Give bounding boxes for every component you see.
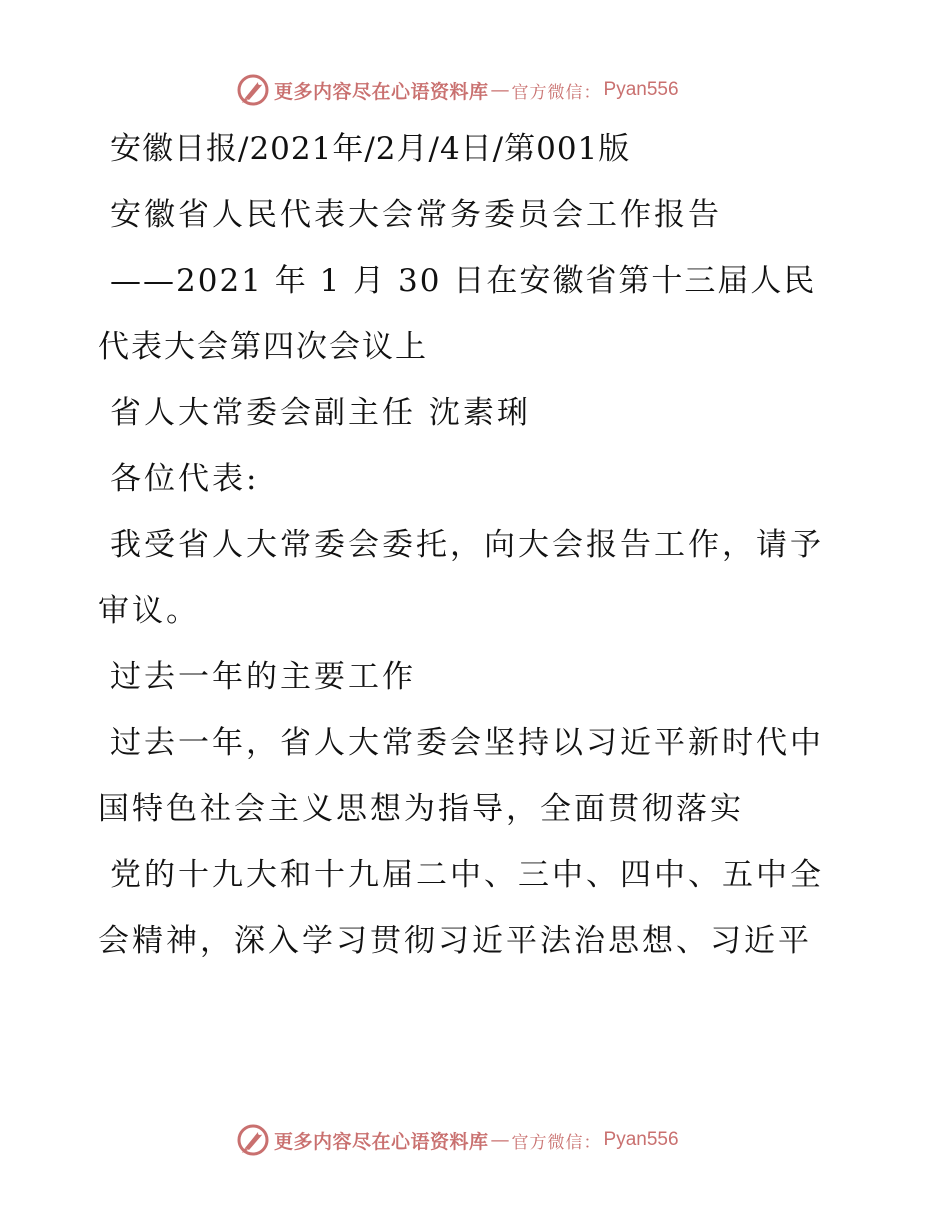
dateline: 安徽日报/2021年/2月/4日/第001版 bbox=[110, 131, 631, 167]
watermark-banner-top bbox=[236, 72, 679, 108]
salutation: 各位代表: bbox=[110, 461, 260, 497]
watermark-banner-bottom bbox=[236, 1122, 679, 1158]
body-paragraph-1: 过去一年，省人大常委会坚持以习近平新时代中国特色社会主义思想为指导，全面贯彻落实 bbox=[98, 725, 824, 827]
quill-pen-logo-icon bbox=[236, 1123, 270, 1157]
document-body bbox=[98, 116, 838, 974]
watermark-wechat-label: 官方微信： bbox=[511, 82, 602, 103]
watermark-dash: — bbox=[490, 79, 510, 101]
speaker-line: 省人大常委会副主任 沈素琍 bbox=[110, 395, 531, 431]
quill-pen-logo-icon bbox=[236, 73, 270, 107]
body-paragraph-2: 党的十九大和十九届二中、三中、四中、五中全会精神，深入学习贯彻习近平法治思想、习近平 bbox=[98, 857, 824, 959]
watermark-text: 更多内容尽在心语资料库 bbox=[274, 80, 489, 103]
watermark-dash: — bbox=[490, 1129, 510, 1151]
document-subtitle: ——2021 年 1 月 30 日在安徽省第十三届人民代表大会第四次会议上 bbox=[98, 263, 817, 365]
watermark-wechat-id: Pyan556 bbox=[603, 79, 679, 100]
opening-paragraph: 我受省人大常委会委托，向大会报告工作，请予审议。 bbox=[98, 527, 824, 629]
watermark-wechat-id: Pyan556 bbox=[603, 1129, 679, 1150]
section-heading: 过去一年的主要工作 bbox=[110, 659, 416, 695]
document-title: 安徽省人民代表大会常务委员会工作报告 bbox=[110, 197, 722, 233]
watermark-text: 更多内容尽在心语资料库 bbox=[274, 1130, 489, 1153]
watermark-wechat-label: 官方微信： bbox=[511, 1132, 602, 1153]
